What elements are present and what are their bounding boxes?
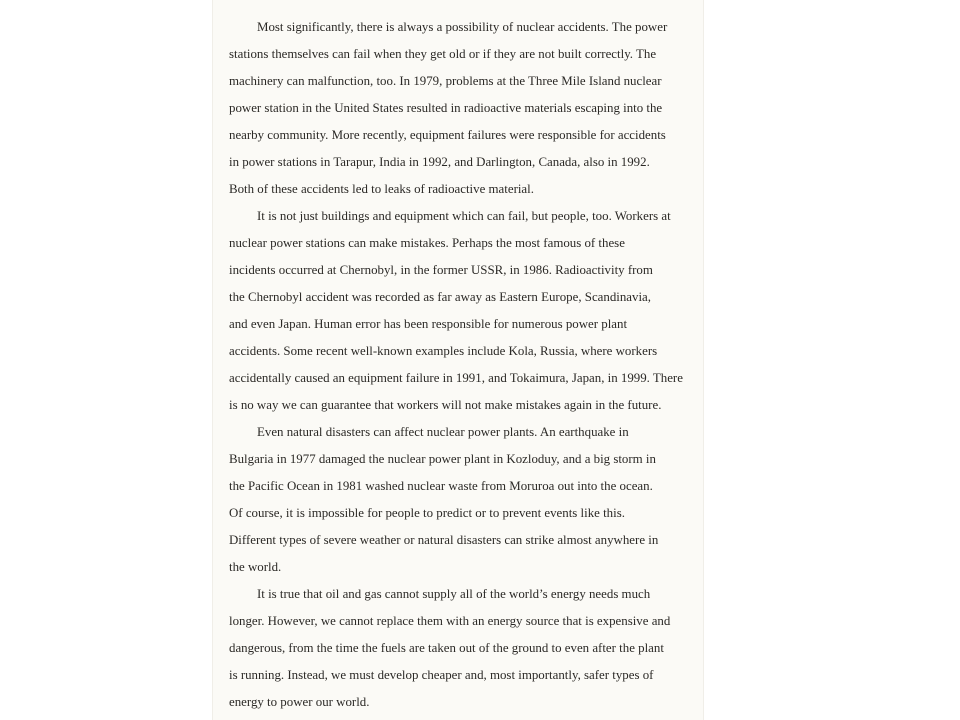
paragraph-3-line-2: Bulgaria in 1977 damaged the nuclear power plant in Kozloduy, and a big storm in bbox=[229, 452, 656, 466]
paragraph-2-line-8: is no way we can guarantee that workers will not make mistakes again in the future. bbox=[229, 398, 662, 412]
paragraph-2-line-7: accidentally caused an equipment failure in 1991, and Tokaimura, Japan, in 1999. There bbox=[229, 371, 683, 385]
paragraph-2-line-5: and even Japan. Human error has been responsible for numerous power plant bbox=[229, 317, 628, 331]
paragraph-2-line-1: It is not just buildings and equipment which can fail, but people, too. Workers at bbox=[257, 209, 671, 223]
paragraph-1-line-5: nearby community. More recently, equipment failures were responsible for accidents bbox=[229, 128, 666, 142]
paragraph-4-line-1: It is true that oil and gas cannot supply all of the world’s energy needs much bbox=[257, 587, 651, 601]
paragraph-4-line-4: is running. Instead, we must develop cheaper and, most importantly, safer types of bbox=[229, 668, 654, 682]
paragraph-3-line-5: Different types of severe weather or natural disasters can strike almost anywhere in bbox=[229, 533, 659, 547]
paragraph-4-line-3: dangerous, from the time the fuels are taken out of the ground to even after the plant bbox=[229, 641, 664, 655]
paragraph-1-line-1: Most significantly, there is always a possibility of nuclear accidents. The power bbox=[257, 20, 668, 34]
paragraph-2-line-6: accidents. Some recent well-known examples include Kola, Russia, where workers bbox=[229, 344, 658, 358]
paragraph-3-line-3: the Pacific Ocean in 1981 washed nuclear waste from Moruroa out into the ocean. bbox=[229, 479, 653, 493]
paragraph-1-line-6: in power stations in Tarapur, India in 1992, and Darlington, Canada, also in 1992. bbox=[229, 155, 650, 169]
paragraph-3-line-1: Even natural disasters can affect nuclear power plants. An earthquake in bbox=[257, 425, 629, 439]
paragraph-2-line-3: incidents occurred at Chernobyl, in the former USSR, in 1986. Radioactivity from bbox=[229, 263, 653, 277]
paragraph-1-line-2: stations themselves can fail when they get old or if they are not built correctly. The bbox=[229, 47, 657, 61]
paragraph-2-line-2: nuclear power stations can make mistakes. Perhaps the most famous of these bbox=[229, 236, 625, 250]
paragraph-1-line-4: power station in the United States resulted in radioactive materials escaping into the bbox=[229, 101, 663, 115]
paragraph-2-line-4: the Chernobyl accident was recorded as far away as Eastern Europe, Scandinavia, bbox=[229, 290, 651, 304]
paragraph-4-line-2: longer. However, we cannot replace them with an energy source that is expensive and bbox=[229, 614, 671, 628]
paragraph-3-line-4: Of course, it is impossible for people to predict or to prevent events like this. bbox=[229, 506, 625, 520]
paragraph-1-line-7: Both of these accidents led to leaks of radioactive material. bbox=[229, 182, 534, 196]
paragraph-1-line-3: machinery can malfunction, too. In 1979, problems at the Three Mile Island nuclear bbox=[229, 74, 662, 88]
paragraph-4-line-5: energy to power our world. bbox=[229, 695, 370, 709]
paragraph-3-line-6: the world. bbox=[229, 560, 282, 574]
